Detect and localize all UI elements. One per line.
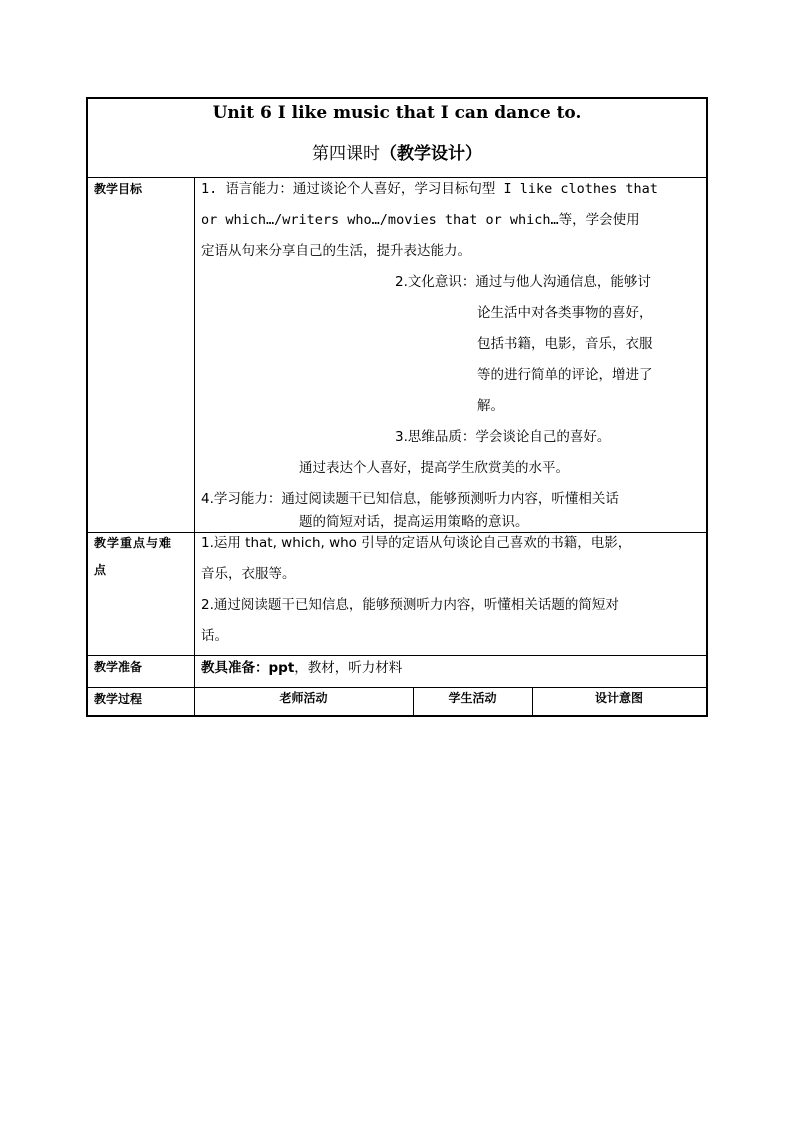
- preparation-tools: 教具准备：ppt: [201, 660, 295, 676]
- row-divider: [88, 687, 706, 688]
- column-divider: [194, 177, 195, 715]
- objective-line: 包括书籍，电影，音乐，衣服: [477, 336, 653, 352]
- objective-line: 4.学习能力：通过阅读题干已知信息，能够预测听力内容，听懂相关话: [201, 491, 619, 507]
- unit-title: Unit 6 I like music that I can dance to.: [212, 103, 582, 123]
- preparation-label: 教学准备: [94, 660, 143, 674]
- objective-line: 通过表达个人喜好，提高学生欣赏美的水平。: [299, 460, 569, 476]
- preparation-content: [201, 655, 402, 681]
- key-point-line: 音乐，衣服等。: [201, 566, 296, 582]
- lesson-type: （教学设计）: [380, 144, 482, 164]
- lesson-subtitle: [88, 139, 706, 164]
- objective-line: 论生活中对各类事物的喜好，: [477, 305, 653, 321]
- preparation-materials: ，教材，听力材料: [294, 660, 403, 676]
- process-label: 教学过程: [94, 692, 143, 706]
- key-points-label-cont: 点: [94, 563, 107, 577]
- key-point-line: 话。: [201, 628, 228, 644]
- key-points-label: 教学重点与难: [94, 536, 173, 550]
- key-point-line: 2.通过阅读题干已知信息，能够预测听力内容，听懂相关话题的简短对: [201, 597, 619, 613]
- teacher-activity-header: 老师活动: [279, 691, 328, 705]
- objective-line: or which…/writers who…/movies that or which…等，学会使用: [201, 212, 640, 228]
- key-point-line: 1.运用 that, which, who 引导的定语从句谈论自己喜欢的书籍，电影，: [201, 535, 632, 551]
- lesson-number: 第四课时: [312, 144, 380, 164]
- student-activity-header: 学生活动: [448, 691, 497, 705]
- objective-line: 题的简短对话，提高运用策略的意识。: [299, 514, 529, 530]
- objectives-label: 教学目标: [94, 182, 143, 196]
- objective-line: 等的进行简单的评论，增进了: [477, 367, 653, 383]
- objective-line: 3.思维品质：学会谈论自己的喜好。: [395, 429, 611, 445]
- objective-line: 1. 语言能力：通过谈论个人喜好，学习目标句型 I like clothes that: [201, 181, 658, 197]
- objective-line: 2.文化意识：通过与他人沟通信息，能够讨: [395, 274, 651, 290]
- lesson-plan-table: [86, 97, 708, 717]
- objective-line: 解。: [477, 398, 504, 414]
- design-intent-header: 设计意图: [594, 691, 643, 705]
- objective-line: 定语从句来分享自己的生活，提升表达能力。: [201, 243, 471, 259]
